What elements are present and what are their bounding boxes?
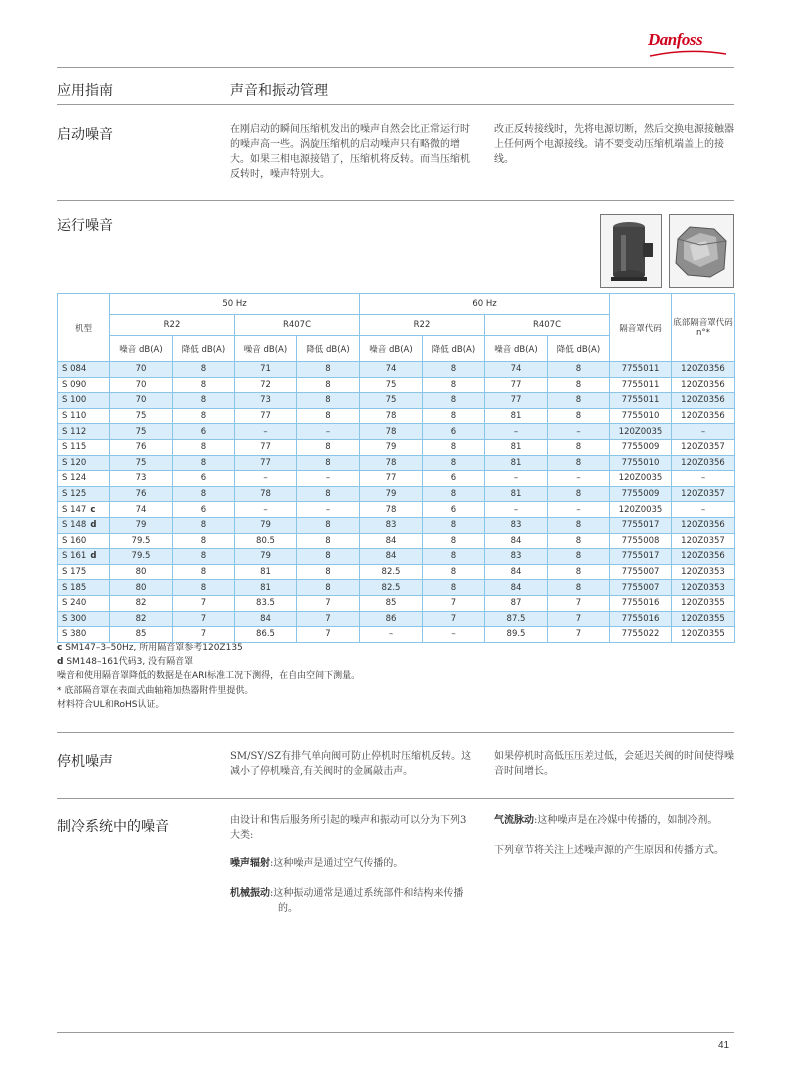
system-gas-pulsation: 气流脉动:这种噪声是在冷媒中传播的，如制冷剂。 [494,815,718,826]
note-d: d SM148–161代码3, 没有隔音罩 [57,657,194,668]
table-cell: 8 [548,580,610,596]
table-row [58,424,735,440]
table-cell: 86 [360,611,423,627]
table-cell: 8 [548,564,610,580]
table-cell: 120Z0035 [610,471,672,487]
table-cell: 77 [235,408,297,424]
shutdown-text-col1: SM/SY/SZ有排气单向阀可防止停机时压缩机反转。这减小了停机噪音,有关阀时的金属敲击声。 [230,751,472,777]
section-title-running: 运行噪音 [57,217,113,233]
table-cell: – [297,471,360,487]
table-cell: 81 [485,486,548,502]
table-row [58,549,735,565]
col-header-r22-60: R22 [360,315,485,336]
startup-text-col1: 在刚启动的瞬间压缩机发出的噪声自然会比正常运行时的噪声高一些。涡旋压缩机的启动噪声只有略微的增大。如果三相电源接错了，压缩机将反转。而当压缩机反转时，噪声特别大。 [230,124,470,180]
table-cell: 8 [423,549,485,565]
cell-model: S 240 [58,595,110,611]
table-cell: 87 [485,595,548,611]
table-row [58,502,735,518]
table-cell: 8 [548,362,610,378]
footer-rule [57,1032,734,1033]
table-cell: 84 [360,533,423,549]
table-cell: 79 [235,517,297,533]
table-cell: 8 [173,580,235,596]
cell-model: S 124 [58,471,110,487]
table-cell: 8 [173,408,235,424]
table-cell: 71 [235,362,297,378]
table-cell: 7 [548,611,610,627]
table-cell: 84 [485,580,548,596]
table-cell: 120Z0355 [672,611,735,627]
table-cell: – [672,424,735,440]
table-cell: 83 [485,549,548,565]
cell-model: S 185 [58,580,110,596]
col-header-r407c-50: R407C [235,315,360,336]
col-header-reduction: 降低 dB(A) [423,336,485,362]
table-cell: 82 [110,595,173,611]
table-cell: – [485,502,548,518]
table-cell: – [235,471,297,487]
table-cell: 79.5 [110,533,173,549]
table-cell: 70 [110,393,173,409]
table-cell: 78 [360,455,423,471]
table-cell: – [548,424,610,440]
table-cell: 120Z0357 [672,439,735,455]
cell-model: S 147 c [58,502,110,518]
section-title-shutdown: 停机噪声 [57,753,113,769]
table-cell: – [423,627,485,643]
cell-model: S 300 [58,611,110,627]
table-cell: – [485,424,548,440]
table-cell: 84 [485,533,548,549]
table-notes [57,641,360,712]
table-cell: 8 [548,377,610,393]
table-cell: 7755010 [610,455,672,471]
table-cell: 8 [173,533,235,549]
table-cell: – [672,502,735,518]
table-cell: 6 [423,424,485,440]
table-cell: – [235,424,297,440]
col-header-model: 机型 [58,294,110,362]
table-cell: 6 [423,502,485,518]
cell-model: S 175 [58,564,110,580]
table-cell: – [360,627,423,643]
table-cell: 7755016 [610,611,672,627]
col-header-reduction: 降低 dB(A) [548,336,610,362]
table-cell: 79 [110,517,173,533]
table-cell: 86.5 [235,627,297,643]
col-header-bottom-hood-code: 底部隔音罩代码 n°* [672,294,735,362]
table-row [58,439,735,455]
col-header-noise: 噪音 dB(A) [360,336,423,362]
cell-model: S 125 [58,486,110,502]
table-cell: 6 [173,424,235,440]
header-category: 应用指南 [57,82,113,98]
table-cell: 84 [485,564,548,580]
table-cell: 89.5 [485,627,548,643]
table-row [58,627,735,643]
table-cell: 8 [423,486,485,502]
table-cell: 8 [423,439,485,455]
table-cell: 8 [297,517,360,533]
col-header-noise: 噪音 dB(A) [110,336,173,362]
table-cell: 7 [423,595,485,611]
table-cell: 81 [485,455,548,471]
logo-swoosh-icon [648,50,728,58]
table-cell: – [297,502,360,518]
table-cell: 8 [297,408,360,424]
cell-model: S 148 d [58,517,110,533]
table-cell: 8 [297,533,360,549]
table-row [58,486,735,502]
table-cell: 75 [360,377,423,393]
table-cell: 120Z0035 [610,502,672,518]
table-cell: 77 [360,471,423,487]
table-cell: 7755016 [610,595,672,611]
table-cell: 8 [297,377,360,393]
table-cell: 8 [297,455,360,471]
table-cell: 8 [173,455,235,471]
table-cell: 7 [173,627,235,643]
col-header-reduction: 降低 dB(A) [297,336,360,362]
table-cell: 8 [423,362,485,378]
table-cell: 8 [423,517,485,533]
table-cell: 79.5 [110,549,173,565]
table-cell: 8 [173,393,235,409]
table-cell: 83 [485,517,548,533]
table-cell: 74 [110,502,173,518]
table-cell: 7 [173,611,235,627]
table-cell: 76 [110,486,173,502]
section-title-startup: 启动噪音 [57,126,113,142]
table-cell: 8 [297,564,360,580]
system-airborne: 噪声辐射:这种噪声是通过空气传播的。 [230,858,404,869]
table-cell: 83 [360,517,423,533]
table-row [58,595,735,611]
table-cell: 8 [297,362,360,378]
cell-model: S 110 [58,408,110,424]
table-cell: 80.5 [235,533,297,549]
cell-model: S 161 d [58,549,110,565]
table-cell: 8 [173,439,235,455]
table-cell: 73 [235,393,297,409]
table-cell: 7755022 [610,627,672,643]
system-intro: 由设计和售后服务所引起的噪声和振动可以分为下列3大类: [230,815,467,841]
table-cell: 7 [423,611,485,627]
table-cell: 82.5 [360,564,423,580]
table-row [58,408,735,424]
table-cell: 120Z0356 [672,408,735,424]
table-row [58,611,735,627]
col-header-r22-50: R22 [110,315,235,336]
table-cell: 7 [297,627,360,643]
table-cell: 78 [360,408,423,424]
table-cell: 8 [548,549,610,565]
table-row [58,580,735,596]
table-cell: – [672,471,735,487]
table-cell: 8 [297,549,360,565]
cell-model: S 112 [58,424,110,440]
col-header-reduction: 降低 dB(A) [173,336,235,362]
table-cell: 8 [548,486,610,502]
table-cell: 8 [173,564,235,580]
table-cell: – [235,502,297,518]
table-cell: 120Z0356 [672,362,735,378]
table-cell: 120Z0356 [672,393,735,409]
table-cell: 8 [297,393,360,409]
table-cell: 70 [110,362,173,378]
table-cell: 7 [548,627,610,643]
table-cell: – [297,424,360,440]
cell-model: S 084 [58,362,110,378]
table-cell: 85 [110,627,173,643]
table-cell: 82 [110,611,173,627]
table-cell: 120Z0353 [672,580,735,596]
table-row [58,471,735,487]
table-cell: 85 [360,595,423,611]
table-cell: 8 [423,564,485,580]
table-cell: 7755011 [610,377,672,393]
table-cell: 7755008 [610,533,672,549]
table-cell: 8 [423,455,485,471]
table-cell: 8 [548,517,610,533]
table-cell: 7755011 [610,393,672,409]
table-cell: 78 [235,486,297,502]
table-row [58,377,735,393]
table-cell: 81 [235,564,297,580]
section-rule-system [57,798,734,799]
section-rule-shutdown [57,732,734,733]
shutdown-text-col2: 如果停机时高低压压差过低，会延迟关阀的时间使得噪音时间增长。 [494,751,734,777]
table-cell: 120Z0355 [672,627,735,643]
cell-model: S 160 [58,533,110,549]
cell-model: S 380 [58,627,110,643]
table-cell: 7755009 [610,486,672,502]
page-title: 声音和振动管理 [230,82,328,98]
sound-jacket-photo [669,214,734,288]
table-cell: 7755017 [610,549,672,565]
table-cell: – [548,502,610,518]
table-cell: 77 [235,455,297,471]
table-cell: 75 [110,408,173,424]
table-cell: 72 [235,377,297,393]
table-cell: 75 [360,393,423,409]
table-cell: 84 [235,611,297,627]
table-cell: 8 [173,549,235,565]
table-cell: 81 [235,580,297,596]
table-cell: 77 [235,439,297,455]
table-cell: 83.5 [235,595,297,611]
table-cell: 7755007 [610,580,672,596]
startup-text-col2: 改正反转接线时，先将电源切断，然后交换电源接触器上任何两个电源接线。请不要变动压缩机端盖上的接线。 [494,124,734,165]
table-cell: 8 [423,377,485,393]
table-cell: 80 [110,564,173,580]
col-header-60hz: 60 Hz [360,294,610,315]
col-header-noise: 噪音 dB(A) [235,336,297,362]
table-cell: 77 [485,377,548,393]
note-c: c SM147–3–50Hz, 所用隔音罩参考120Z135 [57,643,243,653]
table-cell: 74 [360,362,423,378]
table-cell: 8 [548,533,610,549]
table-cell: 6 [173,471,235,487]
table-cell: 75 [110,424,173,440]
table-cell: 80 [110,580,173,596]
table-row [58,564,735,580]
table-cell: 120Z0357 [672,533,735,549]
table-cell: 120Z0355 [672,595,735,611]
cell-model: S 120 [58,455,110,471]
table-cell: 8 [173,362,235,378]
table-cell: 8 [423,580,485,596]
table-row [58,393,735,409]
table-row [58,455,735,471]
table-cell: 84 [360,549,423,565]
table-cell: 120Z0353 [672,564,735,580]
compressor-photo [600,214,662,288]
table-cell: 8 [297,439,360,455]
table-cell: 8 [423,533,485,549]
cell-model: S 100 [58,393,110,409]
cell-model: S 090 [58,377,110,393]
col-header-noise: 噪音 dB(A) [485,336,548,362]
table-cell: 87.5 [485,611,548,627]
danfoss-logo: Danfoss [648,30,703,49]
table-cell: 120Z0356 [672,377,735,393]
table-cell: 7 [297,595,360,611]
table-cell: 120Z0356 [672,549,735,565]
table-cell: 7 [548,595,610,611]
note-certification: 材料符合UL和RoHS认证。 [57,699,165,710]
table-cell: 120Z0356 [672,455,735,471]
note-bottom-hood: * 底部隔音罩在表面式曲轴箱加热器附件里提供。 [57,685,254,696]
table-cell: 7 [297,611,360,627]
table-cell: 8 [173,377,235,393]
table-cell: 7755009 [610,439,672,455]
table-cell: 74 [485,362,548,378]
table-cell: 8 [548,439,610,455]
table-cell: 120Z0035 [610,424,672,440]
noise-data-table [57,293,735,643]
table-cell: 73 [110,471,173,487]
table-cell: 82.5 [360,580,423,596]
table-cell: 6 [423,471,485,487]
table-cell: 7755007 [610,564,672,580]
table-cell: 78 [360,424,423,440]
header-rule-top [57,67,734,68]
table-cell: 8 [423,408,485,424]
system-mechanical: 机械振动:这种振动通常是通过系统部件和结构来传播的。 [230,888,464,914]
note-ari: 噪音和使用隔音罩降低的数据是在ARI标准工况下测得，在自由空间下测量。 [57,671,361,682]
table-cell: 77 [485,393,548,409]
table-cell: 7755017 [610,517,672,533]
col-header-r407c-60: R407C [485,315,610,336]
table-row [58,362,735,378]
table-cell: 120Z0356 [672,517,735,533]
cell-model: S 115 [58,439,110,455]
system-next: 下列章节将关注上述噪声源的产生原因和传播方式。 [494,845,724,856]
table-row [58,517,735,533]
col-header-hood-code: 隔音罩代码 [610,294,672,362]
table-cell: 120Z0357 [672,486,735,502]
table-cell: – [485,471,548,487]
table-cell: 79 [360,439,423,455]
table-cell: 7755011 [610,362,672,378]
col-header-50hz: 50 Hz [110,294,360,315]
table-cell: 7 [173,595,235,611]
table-cell: 8 [548,393,610,409]
table-cell: 8 [548,455,610,471]
table-cell: 81 [485,408,548,424]
table-cell: 78 [360,502,423,518]
table-cell: 8 [423,393,485,409]
table-row [58,533,735,549]
table-cell: 7755010 [610,408,672,424]
table-cell: 8 [548,408,610,424]
table-cell: 79 [235,549,297,565]
table-cell: 6 [173,502,235,518]
table-cell: 8 [297,580,360,596]
table-cell: 81 [485,439,548,455]
table-cell: 8 [173,517,235,533]
table-cell: 70 [110,377,173,393]
table-cell: 75 [110,455,173,471]
table-cell: 8 [173,486,235,502]
header-rule-bottom [57,104,734,105]
table-cell: 76 [110,439,173,455]
table-cell: 79 [360,486,423,502]
page-number: 41 [718,1040,730,1051]
section-title-system: 制冷系统中的噪音 [57,818,169,834]
table-cell: – [548,471,610,487]
section-rule-running [57,200,734,201]
table-cell: 8 [297,486,360,502]
